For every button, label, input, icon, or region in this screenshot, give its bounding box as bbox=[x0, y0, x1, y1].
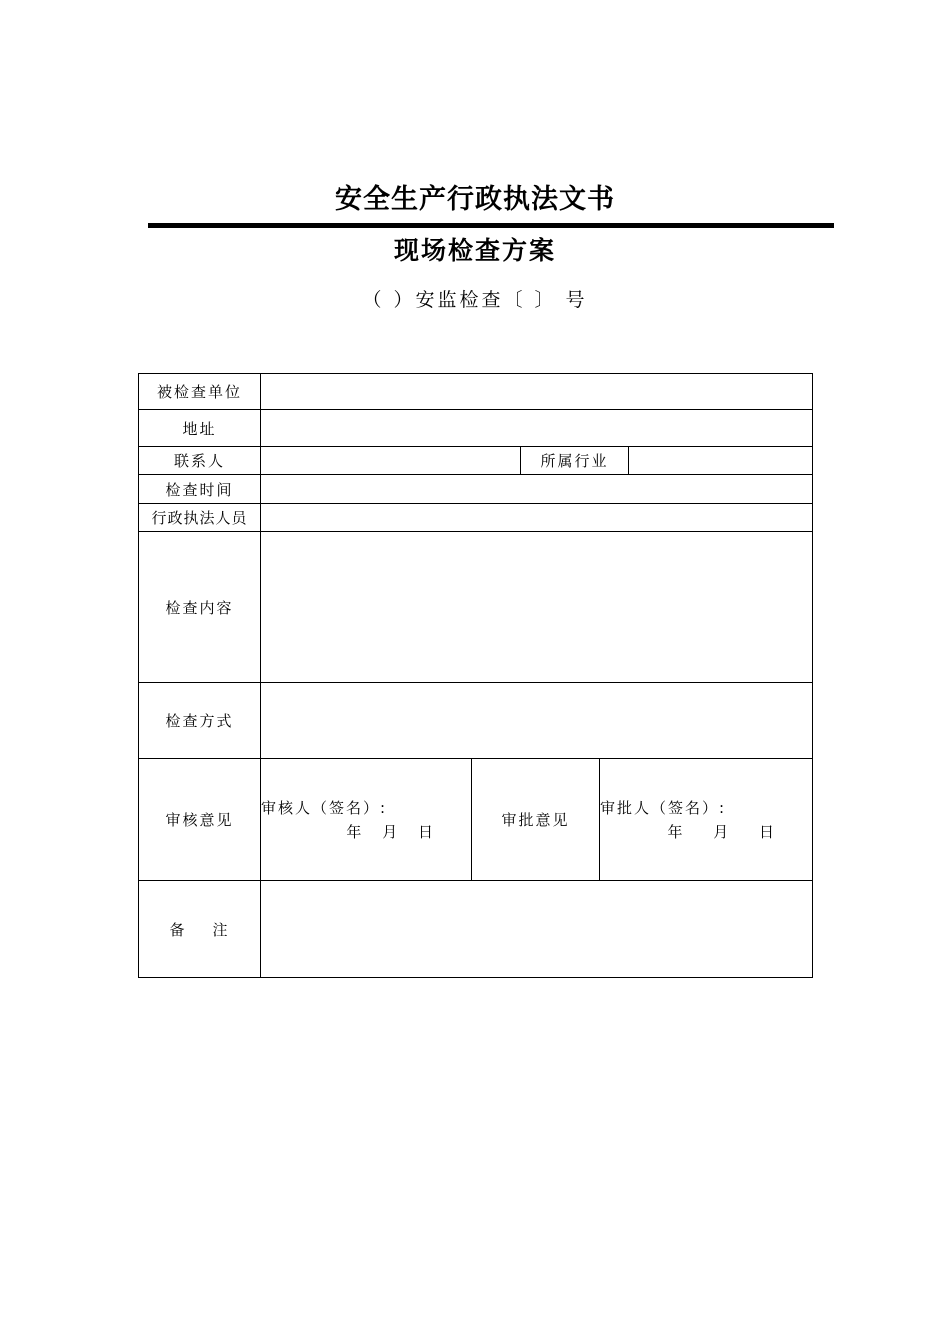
document-title: 现场检查方案 bbox=[393, 236, 556, 265]
row-address bbox=[139, 410, 813, 447]
header-rule bbox=[148, 223, 834, 228]
inspection-plan-form bbox=[138, 373, 813, 978]
inspection-time-label: 检查时间 bbox=[139, 475, 261, 504]
inspected-unit-field[interactable] bbox=[261, 374, 813, 410]
approval-opinion-label: 审批意见 bbox=[472, 759, 600, 881]
content-label: 检查内容 bbox=[139, 532, 261, 683]
method-field[interactable] bbox=[261, 683, 813, 759]
row-review-approval bbox=[139, 759, 813, 881]
content-field[interactable] bbox=[261, 532, 813, 683]
reviewer-signature-label: 审核人（签名）: bbox=[261, 798, 388, 817]
approval-date-day: 日 bbox=[759, 822, 777, 841]
approver-signature-label: 审批人（签名）: bbox=[600, 798, 727, 817]
approval-signature-cell[interactable] bbox=[600, 759, 813, 881]
inspection-time-field[interactable] bbox=[261, 475, 813, 504]
row-inspection-time bbox=[139, 475, 813, 504]
officers-label: 行政执法人员 bbox=[139, 504, 261, 532]
inspected-unit-label: 被检查单位 bbox=[139, 374, 261, 410]
remarks-label-char-2: 注 bbox=[212, 920, 230, 939]
officers-field[interactable] bbox=[261, 504, 813, 532]
review-signature-cell[interactable] bbox=[261, 759, 472, 881]
row-method bbox=[139, 683, 813, 759]
industry-field[interactable] bbox=[629, 447, 813, 475]
review-date-month: 月 bbox=[382, 822, 400, 841]
review-date-day: 日 bbox=[417, 822, 435, 841]
contact-label: 联系人 bbox=[139, 447, 261, 475]
header-title: 安全生产行政执法文书 bbox=[335, 184, 615, 215]
row-inspected-unit bbox=[139, 374, 813, 410]
document-number: （ ）安监检查〔 〕 号 bbox=[362, 289, 588, 311]
row-officers bbox=[139, 504, 813, 532]
approval-date bbox=[600, 820, 812, 844]
industry-label: 所属行业 bbox=[521, 447, 629, 475]
review-date-year: 年 bbox=[346, 822, 364, 841]
row-remarks bbox=[139, 881, 813, 978]
approval-date-year: 年 bbox=[667, 822, 685, 841]
approval-date-month: 月 bbox=[713, 822, 731, 841]
remarks-label-char-1: 备 bbox=[169, 920, 187, 939]
remarks-field[interactable] bbox=[261, 881, 813, 978]
row-contact bbox=[139, 447, 813, 475]
row-content bbox=[139, 532, 813, 683]
contact-field[interactable] bbox=[261, 447, 521, 475]
review-opinion-label: 审核意见 bbox=[139, 759, 261, 881]
address-field[interactable] bbox=[261, 410, 813, 447]
method-label: 检查方式 bbox=[139, 683, 261, 759]
remarks-label bbox=[139, 881, 261, 978]
review-date bbox=[261, 820, 471, 844]
address-label: 地址 bbox=[139, 410, 261, 447]
